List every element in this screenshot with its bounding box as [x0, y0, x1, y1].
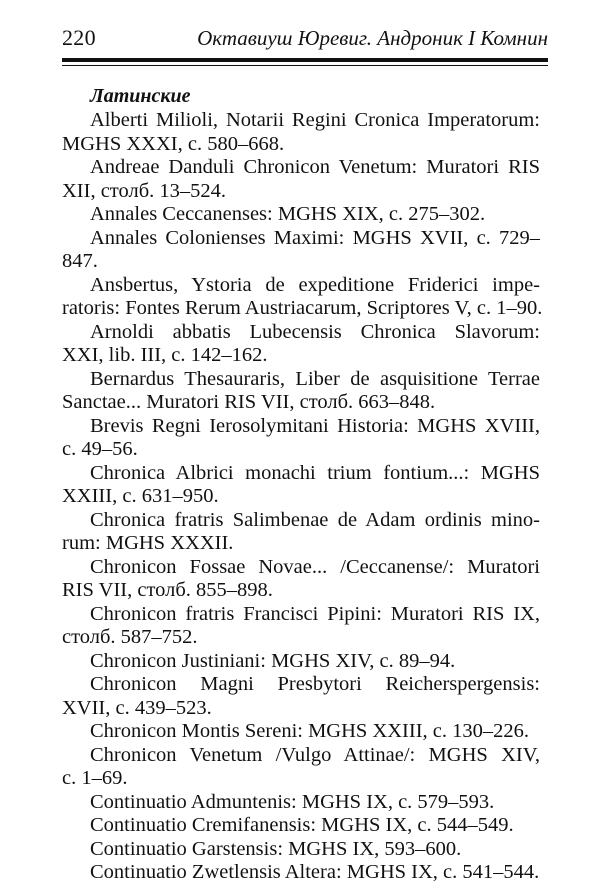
bibliography-entry	[62, 838, 540, 862]
bibliography-entry	[62, 650, 540, 674]
bibliography-entry	[62, 556, 540, 603]
bibliography-entry	[62, 673, 540, 720]
entry-line: Alberti Milioli, Notarii Regini Cronica Imperatorum:	[90, 109, 540, 131]
entry-line: Continuatio Cremifanensis: MGHS IX, c. 544–549.	[90, 814, 514, 836]
entry-line: XXIII, c. 631–950.	[62, 485, 219, 507]
bibliography-entry	[62, 744, 540, 791]
entry-line: 847.	[62, 250, 98, 272]
bibliography-entry	[62, 814, 540, 838]
bibliography-entry	[62, 861, 540, 885]
bibliography-section	[62, 84, 543, 885]
entry-line: Annales Colonienses Maximi: MGHS XVII, c. 729–	[90, 226, 540, 249]
entry-line: Chronicon fratris Francisci Pipini: Muratori RIS IX,	[90, 602, 540, 625]
entry-line: Ansbertus, Ystoria de expeditione Friderici impe-	[90, 273, 540, 296]
section-heading: Латинские	[90, 85, 191, 107]
bibliography-entry	[62, 109, 540, 156]
entry-line: столб. 587–752.	[62, 626, 198, 648]
entry-line: Chronica fratris Salimbenae de Adam ordinis mino-	[90, 508, 540, 531]
bibliography-entry	[62, 791, 540, 815]
header-rule-thin	[62, 65, 548, 66]
entry-line: MGHS XXXI, c. 580–668.	[62, 132, 285, 155]
entry-line: Sanctae... Muratori RIS VII, столб. 663–848.	[62, 391, 436, 413]
entry-line: Chronicon Venetum /Vulgo Attinae/: MGHS XIV,	[90, 743, 540, 766]
bibliography-list	[62, 109, 543, 885]
bibliography-entry	[62, 509, 540, 556]
header-rule-thick	[62, 58, 548, 62]
entry-line: Chronica Albrici monachi trium fontium...: MGHS	[90, 461, 540, 484]
entry-line: Bernardus Thesauraris, Liber de asquisitione Terrae	[90, 367, 540, 390]
entry-line: XXI, lib. III, c. 142–162.	[62, 344, 268, 366]
entry-line: Chronicon Fossae Novae... /Ceccanense/: Muratori	[90, 555, 540, 578]
bibliography-entry	[62, 203, 540, 227]
entry-line: XVII, c. 439–523.	[62, 696, 212, 719]
entry-line: Continuatio Garstensis: MGHS IX, 593–600.	[90, 837, 462, 860]
bibliography-entry	[62, 603, 540, 650]
entry-line: Chronicon Justiniani: MGHS XIV, c. 89–94.	[90, 649, 456, 672]
entry-line: XII, столб. 13–524.	[62, 179, 227, 202]
entry-line: Chronicon Magni Presbytori Reicherspergensis:	[90, 673, 540, 695]
entry-line: Continuatio Admuntenis: MGHS IX, c. 579–593.	[90, 790, 495, 813]
bibliography-entry	[62, 156, 540, 203]
page-number: 220	[62, 25, 96, 50]
page-header	[62, 24, 548, 52]
running-head: Октавиуш Юревиг. Андроник I Комнин	[197, 26, 548, 50]
entry-line: c. 1–69.	[62, 767, 128, 789]
bibliography-entry	[62, 462, 540, 509]
bibliography-entry	[62, 720, 540, 744]
bibliography-entry	[62, 273, 543, 321]
entry-line: Continuatio Zwetlensis Altera: MGHS IX, c. 541–544.	[90, 861, 540, 883]
bibliography-entry	[62, 368, 540, 415]
entry-line: Andreae Danduli Chronicon Venetum: Muratori RIS	[90, 156, 540, 178]
entry-line: Annales Ceccanenses: MGHS XIX, c. 275–302.	[90, 203, 486, 225]
entry-line: c. 49–56.	[62, 438, 138, 460]
entry-line: Brevis Regni Ierosolymitani Historia: MGHS XVIII,	[90, 414, 540, 437]
bibliography-entry	[62, 227, 540, 274]
entry-line: RIS VII, столб. 855–898.	[62, 579, 273, 601]
entry-line: ratoris: Fontes Rerum Austriacarum, Scriptores V, c. 1–90.	[62, 297, 543, 319]
entry-line: Chronicon Montis Sereni: MGHS XXIII, c. 130–226.	[90, 720, 530, 742]
bibliography-entry	[62, 415, 540, 462]
entry-line: rum: MGHS XXXII.	[62, 532, 234, 554]
bibliography-entry	[62, 321, 540, 368]
entry-line: Arnoldi abbatis Lubecensis Chronica Slavorum:	[90, 320, 540, 343]
